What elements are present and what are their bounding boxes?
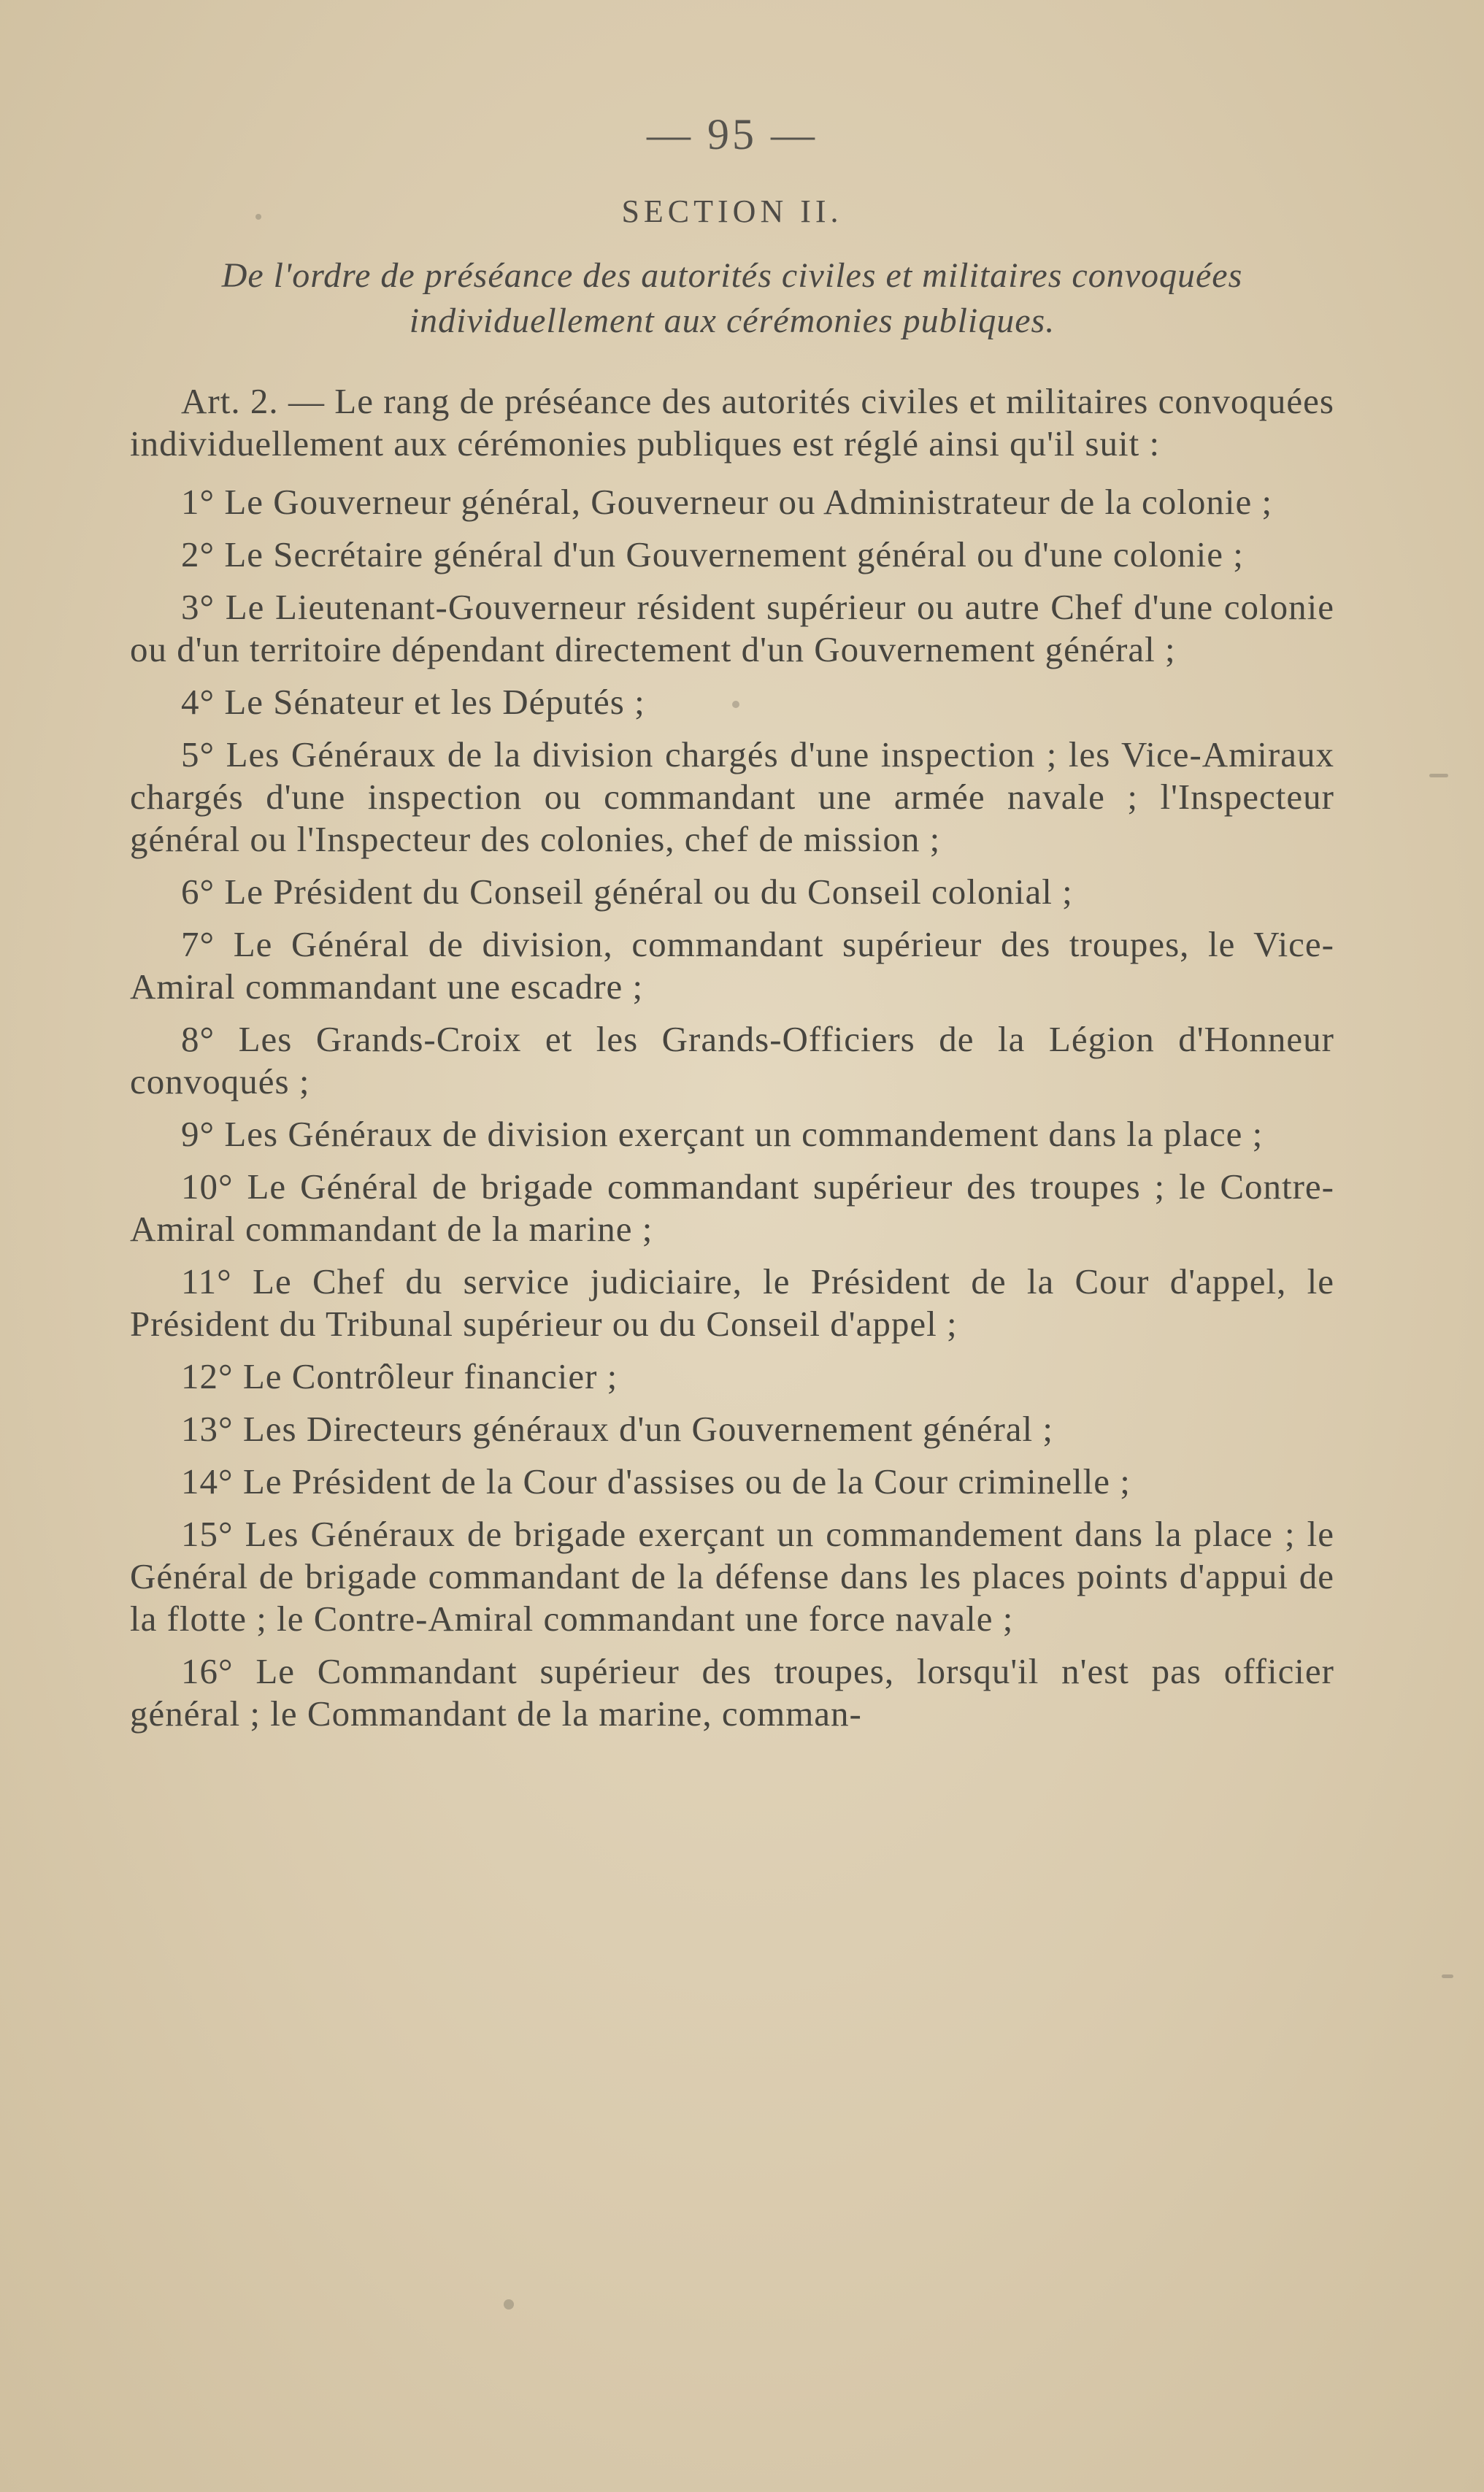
paper-speck — [732, 701, 739, 708]
precedence-item-6: 6° Le Président du Conseil général ou du Conseil colonial ; — [181, 872, 1073, 912]
paper-speck — [255, 214, 261, 220]
precedence-item-15: 15° Les Généraux de brigade exerçant un commandement dans la place ; le Général de brigade commandant de la défense dans les places points d'appui de la flotte ; le Contre-Amiral commandant une force navale ; — [130, 1514, 1334, 1639]
precedence-item-8: 8° Les Grands-Croix et les Grands-Officiers de la Légion d'Honneur convoqués ; — [130, 1019, 1334, 1101]
precedence-item-7: 7° Le Général de division, commandant supérieur des troupes, le Vice-Amiral commandant une escadre ; — [130, 924, 1334, 1007]
paper-speck — [504, 2299, 514, 2310]
document-page — [130, 109, 1334, 1745]
precedence-item-4: 4° Le Sénateur et les Députés ; — [181, 682, 645, 722]
paper-speck — [1442, 1974, 1453, 1978]
paper-speck — [1429, 774, 1448, 777]
precedence-item-3: 3° Le Lieutenant-Gouverneur résident supérieur ou autre Chef d'une colonie ou d'un territoire dépendant directement d'un Gouvernement général ; — [130, 587, 1334, 669]
precedence-item-1: 1° Le Gouverneur général, Gouverneur ou Administrateur de la colonie ; — [181, 482, 1273, 522]
section-title: De l'ordre de préséance des autorités civiles et militaires convoquées individuellement aux cérémonies publiques. — [221, 256, 1243, 340]
precedence-item-5: 5° Les Généraux de la division chargés d'une inspection ; les Vice-Amiraux chargés d'une inspection ou commandant une armée navale ; l'Inspecteur général ou l'Inspecteur des colonies, chef de mission ; — [130, 734, 1334, 859]
precedence-item-9: 9° Les Généraux de division exerçant un commandement dans la place ; — [181, 1114, 1264, 1154]
page-number: — 95 — — [647, 110, 818, 158]
section-heading: SECTION II. — [621, 193, 843, 229]
precedence-item-16: 16° Le Commandant supérieur des troupes, lorsqu'il n'est pas officier général ; le Commandant de la marine, comman- — [130, 1651, 1334, 1734]
precedence-item-11: 11° Le Chef du service judiciaire, le Président de la Cour d'appel, le Président du Tribunal supérieur ou du Conseil d'appel ; — [130, 1261, 1334, 1344]
precedence-item-10: 10° Le Général de brigade commandant supérieur des troupes ; le Contre-Amiral commandant de la marine ; — [130, 1166, 1334, 1249]
precedence-item-12: 12° Le Contrôleur financier ; — [181, 1356, 618, 1396]
precedence-item-14: 14° Le Président de la Cour d'assises ou de la Cour criminelle ; — [181, 1461, 1131, 1501]
article-intro: Art. 2. — Le rang de préséance des autorités civiles et militaires convoquées individuellement aux cérémonies publiques est réglé ainsi qu'il suit : — [130, 381, 1334, 464]
precedence-item-2: 2° Le Secrétaire général d'un Gouvernement général ou d'une colonie ; — [181, 534, 1244, 574]
precedence-item-13: 13° Les Directeurs généraux d'un Gouvernement général ; — [181, 1409, 1054, 1449]
